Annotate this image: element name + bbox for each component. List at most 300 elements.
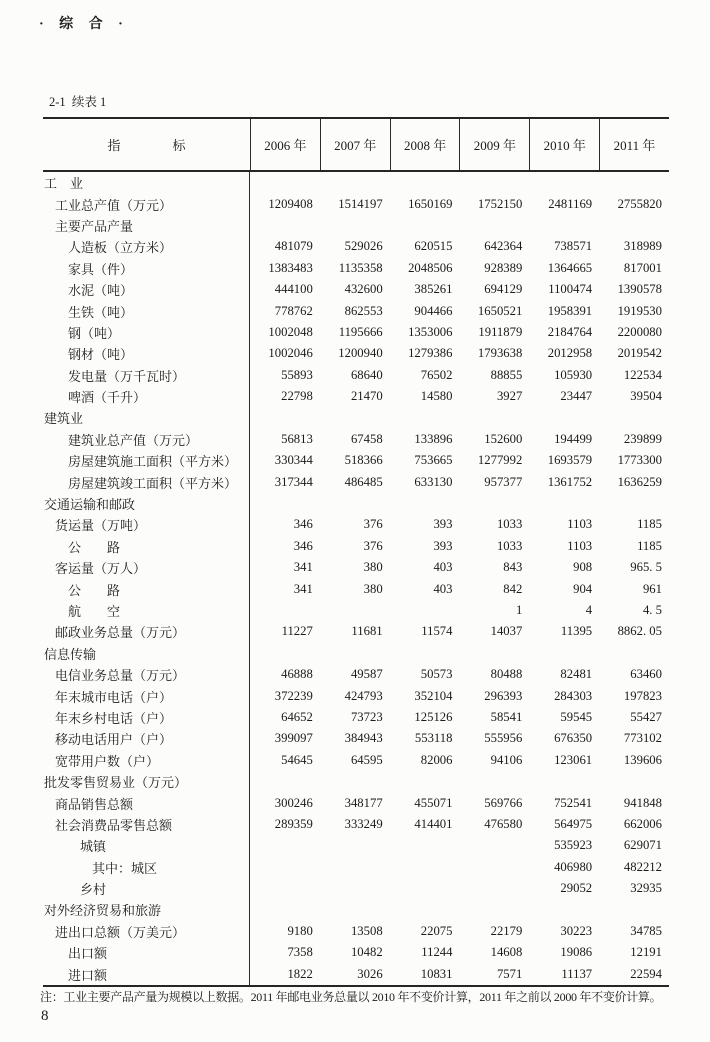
year-value: 341 — [293, 560, 313, 575]
indicator-column-header: 指 标 — [107, 138, 186, 153]
year-value: 569766 — [484, 795, 523, 810]
year-value: 49587 — [350, 667, 383, 682]
year-value — [320, 493, 390, 514]
year-value: 56813 — [281, 431, 313, 446]
year-value — [250, 771, 320, 792]
year-value: 296393 — [484, 688, 523, 703]
table-row — [43, 771, 669, 792]
year-value: 2019542 — [617, 346, 662, 361]
year-value: 908 — [573, 560, 593, 575]
year-value: 318989 — [623, 239, 662, 254]
year-value — [599, 899, 669, 920]
year-value — [599, 493, 669, 514]
year-value: 1636259 — [617, 474, 662, 489]
indicator-label: 工业总产值（万元） — [43, 193, 250, 214]
year-value: 123061 — [554, 752, 593, 767]
year-value: 63460 — [630, 667, 662, 682]
year-value: 384943 — [344, 731, 383, 746]
table-row — [43, 578, 669, 599]
year-value: 414401 — [414, 816, 453, 831]
indicator-label: 批发零售贸易业（万元） — [43, 771, 250, 792]
year-column-header-2011: 2011 年 — [599, 119, 669, 170]
year-value: 424793 — [344, 688, 383, 703]
indicator-label: 对外经济贸易和旅游 — [43, 899, 250, 920]
year-value: 341 — [293, 581, 313, 596]
table-row — [43, 236, 669, 257]
year-value: 68640 — [350, 367, 383, 382]
year-value: 11137 — [561, 966, 593, 981]
year-value — [459, 899, 529, 920]
year-value: 904466 — [414, 303, 453, 318]
year-value: 1 — [515, 603, 523, 617]
year-value: 376 — [363, 517, 383, 532]
year-value: 1822 — [287, 966, 313, 981]
year-value: 76502 — [420, 367, 453, 382]
table-row — [43, 643, 669, 664]
indicator-label: 商品销售总额 — [43, 792, 250, 813]
year-value — [390, 172, 460, 193]
year-value: 1752150 — [477, 196, 523, 211]
year-value: 752541 — [554, 795, 593, 810]
indicator-label: 家具（件） — [43, 258, 250, 279]
year-value — [390, 493, 460, 514]
year-value: 64652 — [281, 709, 313, 724]
table-footnote: 注：工业主要产品产量为规模以上数据。2011 年邮电业务总量以 2010 年不变价计算，2011 年之前以 2000 年不变价计算。 — [40, 990, 662, 1004]
indicator-label: 年末城市电话（户） — [43, 685, 250, 706]
table-row — [43, 707, 669, 728]
year-value: 2481169 — [548, 196, 593, 211]
year-value: 346 — [293, 538, 313, 553]
table-row — [43, 557, 669, 578]
year-value: 481079 — [274, 239, 313, 254]
year-value: 11227 — [281, 624, 313, 639]
indicator-label: 建筑业总产值（万元） — [43, 429, 250, 450]
indicator-label: 生铁（吨） — [43, 300, 250, 321]
year-value — [390, 857, 460, 878]
year-value — [320, 600, 390, 621]
year-value: 11395 — [560, 624, 593, 639]
year-value: 380 — [363, 560, 383, 575]
year-value: 1002048 — [268, 324, 313, 339]
year-value: 380 — [363, 581, 383, 596]
year-value: 486485 — [344, 474, 383, 489]
table-row — [43, 407, 669, 428]
year-value: 10831 — [420, 966, 453, 981]
year-value: 1185 — [637, 517, 662, 532]
table-row — [43, 899, 669, 920]
year-value: 773102 — [623, 731, 662, 746]
year-value: 738571 — [554, 239, 593, 254]
year-value — [599, 643, 669, 664]
indicator-label: 钢（吨） — [43, 322, 250, 343]
year-value: 444100 — [274, 282, 313, 297]
year-value: 965. 5 — [630, 560, 662, 575]
year-value — [599, 215, 669, 236]
year-value: 88855 — [490, 367, 523, 382]
year-value: 376 — [363, 538, 383, 553]
indicator-label: 水泥（吨） — [43, 279, 250, 300]
year-value: 2184764 — [547, 324, 593, 339]
indicator-label: 人造板（立方米） — [43, 236, 250, 257]
year-value: 13508 — [350, 923, 383, 938]
year-value — [459, 878, 529, 899]
year-value: 633130 — [414, 474, 453, 489]
year-value: 11681 — [351, 624, 383, 639]
year-value: 346 — [293, 517, 313, 532]
year-value: 300246 — [274, 795, 313, 810]
year-value: 1277992 — [477, 453, 523, 468]
year-value — [390, 643, 460, 664]
year-value: 941848 — [623, 795, 662, 810]
year-value: 928389 — [484, 260, 523, 275]
indicator-label: 主要产品产量 — [43, 215, 250, 236]
year-value: 14608 — [490, 945, 523, 960]
year-column-header-2010: 2010 年 — [529, 119, 599, 170]
year-value: 694129 — [484, 282, 523, 297]
year-value — [459, 771, 529, 792]
year-column-header-2006: 2006 年 — [250, 119, 320, 170]
indicator-label: 乡村 — [43, 878, 250, 899]
year-value: 7358 — [287, 945, 313, 960]
year-value — [250, 215, 320, 236]
table-row — [43, 365, 669, 386]
year-value — [320, 643, 390, 664]
year-value — [459, 643, 529, 664]
indicator-label: 城镇 — [43, 835, 250, 856]
year-value: 58541 — [490, 709, 523, 724]
year-value: 67458 — [350, 431, 383, 446]
year-value: 406980 — [554, 859, 593, 874]
indicator-label: 建筑业 — [43, 407, 250, 428]
year-value: 1650521 — [477, 303, 523, 318]
year-value: 620515 — [414, 239, 453, 254]
year-value: 29052 — [560, 881, 593, 896]
year-value: 21470 — [350, 389, 383, 404]
table-row — [43, 471, 669, 492]
year-value: 753665 — [414, 453, 453, 468]
year-value: 55893 — [281, 367, 313, 382]
year-value — [390, 835, 460, 856]
year-value — [390, 899, 460, 920]
year-value — [459, 493, 529, 514]
year-value — [320, 878, 390, 899]
year-value: 23447 — [560, 389, 593, 404]
year-value: 535923 — [554, 838, 593, 853]
year-value: 11574 — [421, 624, 453, 639]
year-value: 289359 — [274, 816, 313, 831]
year-value — [529, 643, 599, 664]
year-value — [459, 857, 529, 878]
year-value: 843 — [503, 560, 523, 575]
year-value: 50573 — [420, 667, 453, 682]
indicator-label: 进口额 — [43, 963, 250, 984]
year-column-header-2007: 2007 年 — [320, 119, 390, 170]
table-row — [43, 857, 669, 878]
year-value — [320, 771, 390, 792]
year-value — [459, 215, 529, 236]
year-value: 476580 — [484, 816, 523, 831]
year-value — [390, 600, 460, 621]
year-value: 11244 — [421, 945, 453, 960]
year-value: 4. 5 — [642, 603, 662, 617]
year-value — [250, 407, 320, 428]
year-value: 1195666 — [338, 324, 383, 339]
table-row — [43, 664, 669, 685]
section-category-header: · 综 合 · — [39, 17, 129, 32]
table-row — [43, 386, 669, 407]
table-row — [43, 536, 669, 557]
page-number: 8 — [41, 1008, 49, 1024]
year-value: 2048506 — [408, 260, 453, 275]
indicator-label: 出口额 — [43, 942, 250, 963]
indicator-label: 年末乡村电话（户） — [43, 707, 250, 728]
year-value: 4 — [585, 603, 593, 617]
year-value: 1200940 — [338, 346, 383, 361]
year-value: 842 — [503, 581, 523, 596]
year-value: 139606 — [623, 752, 662, 767]
year-value: 333249 — [344, 816, 383, 831]
year-value — [250, 493, 320, 514]
table-row — [43, 193, 669, 214]
year-value — [390, 407, 460, 428]
year-value — [320, 835, 390, 856]
table-row — [43, 942, 669, 963]
table-caption: 2-1 续表 1 — [49, 95, 107, 109]
indicator-label: 其中：城区 — [43, 857, 250, 878]
year-value: 30223 — [560, 923, 593, 938]
year-value: 1002046 — [268, 346, 313, 361]
year-column-header-2008: 2008 年 — [390, 119, 460, 170]
table-header-row — [43, 117, 669, 172]
year-value: 904 — [573, 581, 593, 596]
year-value: 22075 — [420, 923, 453, 938]
year-value: 564975 — [554, 816, 593, 831]
year-value — [529, 493, 599, 514]
year-value: 432600 — [344, 282, 383, 297]
year-value: 133896 — [414, 431, 453, 446]
year-value: 957377 — [484, 474, 523, 489]
indicator-label: 货运量（万吨） — [43, 514, 250, 535]
year-value: 239899 — [623, 431, 662, 446]
year-value: 2755820 — [617, 196, 662, 211]
indicator-label: 邮政业务总量（万元） — [43, 621, 250, 642]
table-row — [43, 300, 669, 321]
year-value — [320, 172, 390, 193]
year-value — [529, 899, 599, 920]
indicator-label: 移动电话用户（户） — [43, 728, 250, 749]
year-value: 629071 — [623, 838, 662, 853]
year-value: 1911879 — [478, 324, 523, 339]
year-value — [459, 407, 529, 428]
year-value: 1103 — [567, 538, 593, 553]
indicator-label: 交通运输和邮政 — [43, 493, 250, 514]
year-value: 3026 — [357, 966, 383, 981]
indicator-label: 航 空 — [43, 600, 250, 621]
year-value: 352104 — [414, 688, 453, 703]
year-value: 59545 — [560, 709, 593, 724]
year-value: 7571 — [496, 966, 523, 981]
table-row — [43, 921, 669, 942]
year-value: 1958391 — [547, 303, 593, 318]
year-value: 862553 — [344, 303, 383, 318]
table-row — [43, 258, 669, 279]
indicator-label: 房屋建筑竣工面积（平方米） — [43, 471, 250, 492]
year-value: 403 — [433, 560, 453, 575]
year-value — [459, 172, 529, 193]
year-value: 2012958 — [547, 346, 593, 361]
year-value: 961 — [642, 581, 662, 596]
year-value — [390, 215, 460, 236]
table-row — [43, 621, 669, 642]
year-value: 22798 — [281, 389, 313, 404]
table-row — [43, 750, 669, 771]
year-value: 55427 — [630, 709, 662, 724]
indicator-label: 信息传输 — [43, 643, 250, 664]
year-value: 662006 — [623, 816, 662, 831]
table-row — [43, 963, 669, 984]
year-value: 1185 — [637, 538, 662, 553]
year-value — [529, 771, 599, 792]
year-value: 393 — [433, 538, 453, 553]
year-value: 94106 — [490, 752, 523, 767]
table-row — [43, 343, 669, 364]
year-value: 22594 — [630, 966, 662, 981]
year-value: 817001 — [623, 260, 662, 275]
year-value: 1353006 — [408, 324, 453, 339]
year-value: 529026 — [344, 239, 383, 254]
year-value: 317344 — [274, 474, 313, 489]
year-value: 348177 — [344, 795, 383, 810]
year-value: 22179 — [490, 923, 523, 938]
year-value: 10482 — [350, 945, 383, 960]
year-value: 19086 — [560, 945, 593, 960]
indicator-label: 房屋建筑施工面积（平方米） — [43, 450, 250, 471]
year-value: 399097 — [274, 731, 313, 746]
year-value: 82481 — [560, 667, 593, 682]
year-value — [390, 878, 460, 899]
year-value: 1364665 — [547, 260, 593, 275]
year-value: 403 — [433, 581, 453, 596]
year-value — [250, 835, 320, 856]
table-body — [43, 172, 669, 987]
indicator-label: 发电量（万千瓦时） — [43, 365, 250, 386]
year-value — [250, 600, 320, 621]
year-value: 1514197 — [338, 196, 383, 211]
year-value — [250, 899, 320, 920]
year-value: 152600 — [484, 431, 523, 446]
year-value: 12191 — [630, 945, 662, 960]
table-row — [43, 685, 669, 706]
table-row — [43, 600, 669, 621]
year-value: 2200080 — [617, 324, 662, 339]
year-value: 82006 — [420, 752, 453, 767]
year-value: 73723 — [350, 709, 383, 724]
indicator-label: 钢材（吨） — [43, 343, 250, 364]
table-row — [43, 728, 669, 749]
year-value — [250, 857, 320, 878]
year-value: 8862. 05 — [617, 624, 662, 639]
indicator-label: 客运量（万人） — [43, 557, 250, 578]
year-value: 1693579 — [547, 453, 593, 468]
year-value: 1100474 — [548, 282, 593, 297]
year-value: 778762 — [274, 303, 313, 318]
year-value: 14037 — [490, 624, 523, 639]
year-value — [320, 407, 390, 428]
year-value: 393 — [433, 517, 453, 532]
year-value: 284303 — [554, 688, 593, 703]
year-value — [320, 899, 390, 920]
year-value: 64595 — [350, 752, 383, 767]
year-value: 105930 — [554, 367, 593, 382]
year-value: 122534 — [623, 367, 662, 382]
year-value — [529, 172, 599, 193]
indicator-label: 工 业 — [43, 172, 250, 193]
year-value: 553118 — [414, 731, 453, 746]
table-row — [43, 792, 669, 813]
year-value — [529, 215, 599, 236]
year-value — [599, 172, 669, 193]
year-value — [390, 771, 460, 792]
indicator-label: 宽带用户数（户） — [43, 750, 250, 771]
year-value: 1279386 — [408, 346, 453, 361]
year-value — [529, 407, 599, 428]
year-value: 1033 — [496, 538, 523, 553]
year-value — [320, 215, 390, 236]
table-row — [43, 322, 669, 343]
table-row — [43, 172, 669, 193]
statistics-table — [43, 117, 669, 987]
table-row — [43, 835, 669, 856]
year-value: 1773300 — [617, 453, 662, 468]
year-value: 54645 — [281, 752, 313, 767]
year-value: 385261 — [414, 282, 453, 297]
year-value — [250, 172, 320, 193]
year-value: 372239 — [274, 688, 313, 703]
year-value: 1033 — [496, 517, 523, 532]
year-value: 518366 — [344, 453, 383, 468]
table-row — [43, 215, 669, 236]
year-value — [599, 407, 669, 428]
year-value: 555956 — [484, 731, 523, 746]
year-value — [459, 835, 529, 856]
year-value: 80488 — [490, 667, 523, 682]
year-value: 1390578 — [617, 282, 662, 297]
indicator-label: 电信业务总量（万元） — [43, 664, 250, 685]
year-value: 1209408 — [268, 196, 313, 211]
year-value — [320, 857, 390, 878]
indicator-label: 社会消费品零售总额 — [43, 814, 250, 835]
table-row — [43, 878, 669, 899]
year-value: 197823 — [623, 688, 662, 703]
year-value: 1135358 — [338, 260, 383, 275]
year-value: 455071 — [414, 795, 453, 810]
year-value: 1793638 — [477, 346, 523, 361]
year-value: 46888 — [281, 667, 313, 682]
year-value: 194499 — [554, 431, 593, 446]
year-column-header-2009: 2009 年 — [459, 119, 529, 170]
year-value: 34785 — [630, 923, 662, 938]
table-row — [43, 279, 669, 300]
year-value: 3927 — [496, 389, 523, 404]
year-value: 1650169 — [408, 196, 453, 211]
year-value: 14580 — [420, 389, 453, 404]
indicator-label: 啤酒（千升） — [43, 386, 250, 407]
indicator-label: 进出口总额（万美元） — [43, 921, 250, 942]
indicator-label: 公 路 — [43, 578, 250, 599]
year-value: 1383483 — [268, 260, 313, 275]
table-row — [43, 814, 669, 835]
year-value: 32935 — [630, 881, 662, 896]
